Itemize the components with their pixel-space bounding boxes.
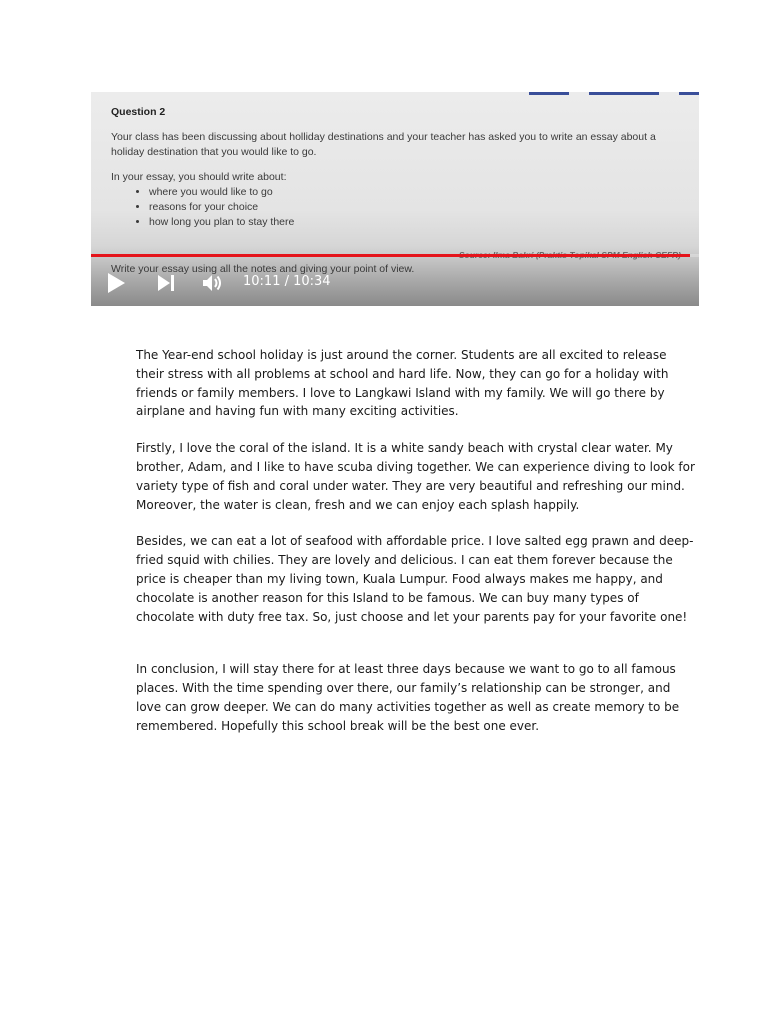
essay-paragraph-first: Firstly, I love the coral of the island. It is a white sandy beach with crystal clear water. My brother, Adam, and I like to have scuba diving together. We can experience diving to look for variety type of fish and coral under water. They are very beautiful and refreshing our mind. Moreover, the water is clean, fresh and we can enjoy each splash happily. xyxy=(136,441,695,512)
essay-paragraph-second: Besides, we can eat a lot of seafood with affordable price. I love salted egg prawn and deep-fried squid with chilies. They are lovely and delicious. I can eat them forever because the price is cheaper than my living town, Kuala Lumpur. Food always makes me happy, and chocolate is another reason for this Island to be famous. We can buy many types of chocolate with duty free tax. So, just choose and let your parents pay for your favorite one! xyxy=(136,534,694,624)
essay-body xyxy=(136,346,696,736)
essay-paragraph-intro: The Year-end school holiday is just around the corner. Students are all excited to release their stress with all problems at school and hard life. Now, they can go for a holiday with friends or family members. I love to Langkawi Island with my family. We will go there by airplane and having fun with many exciting activities. xyxy=(136,348,669,419)
question-bullet-list xyxy=(111,185,691,230)
video-player[interactable] xyxy=(91,92,699,306)
video-slide-content xyxy=(111,106,691,230)
volume-icon[interactable] xyxy=(201,272,225,294)
list-item: • how long you plan to stay there xyxy=(149,215,691,230)
skip-next-icon[interactable] xyxy=(155,272,177,294)
list-item: • where you would like to go xyxy=(149,185,691,200)
video-progress-bar[interactable] xyxy=(91,254,699,257)
question-instruction: In your essay, you should write about: xyxy=(111,171,287,183)
question-title: Question 2 xyxy=(111,106,166,118)
list-item: • reasons for your choice xyxy=(149,200,691,215)
video-controls xyxy=(91,264,699,304)
essay-paragraph-conclusion: In conclusion, I will stay there for at least three days because we want to go to all famous places. With the time spending over there, our family’s relationship can be stronger, and love can grow deeper. We can do many activities together as well as create memory to be remembered. Hopefully this school break will be the best one ever. xyxy=(136,662,680,733)
video-time-readout: 10:11 / 10:34 xyxy=(243,274,331,289)
video-progress-fill xyxy=(91,254,690,257)
question-prompt: Your class has been discussing about holliday destinations and your teacher has asked you to write an essay about a holiday destination that you would like to go. xyxy=(111,131,656,158)
slide-top-decoration xyxy=(499,92,699,96)
play-icon[interactable] xyxy=(105,272,127,294)
question-final-instruction: Write your essay using all the notes and giving your point of view. xyxy=(111,263,415,275)
